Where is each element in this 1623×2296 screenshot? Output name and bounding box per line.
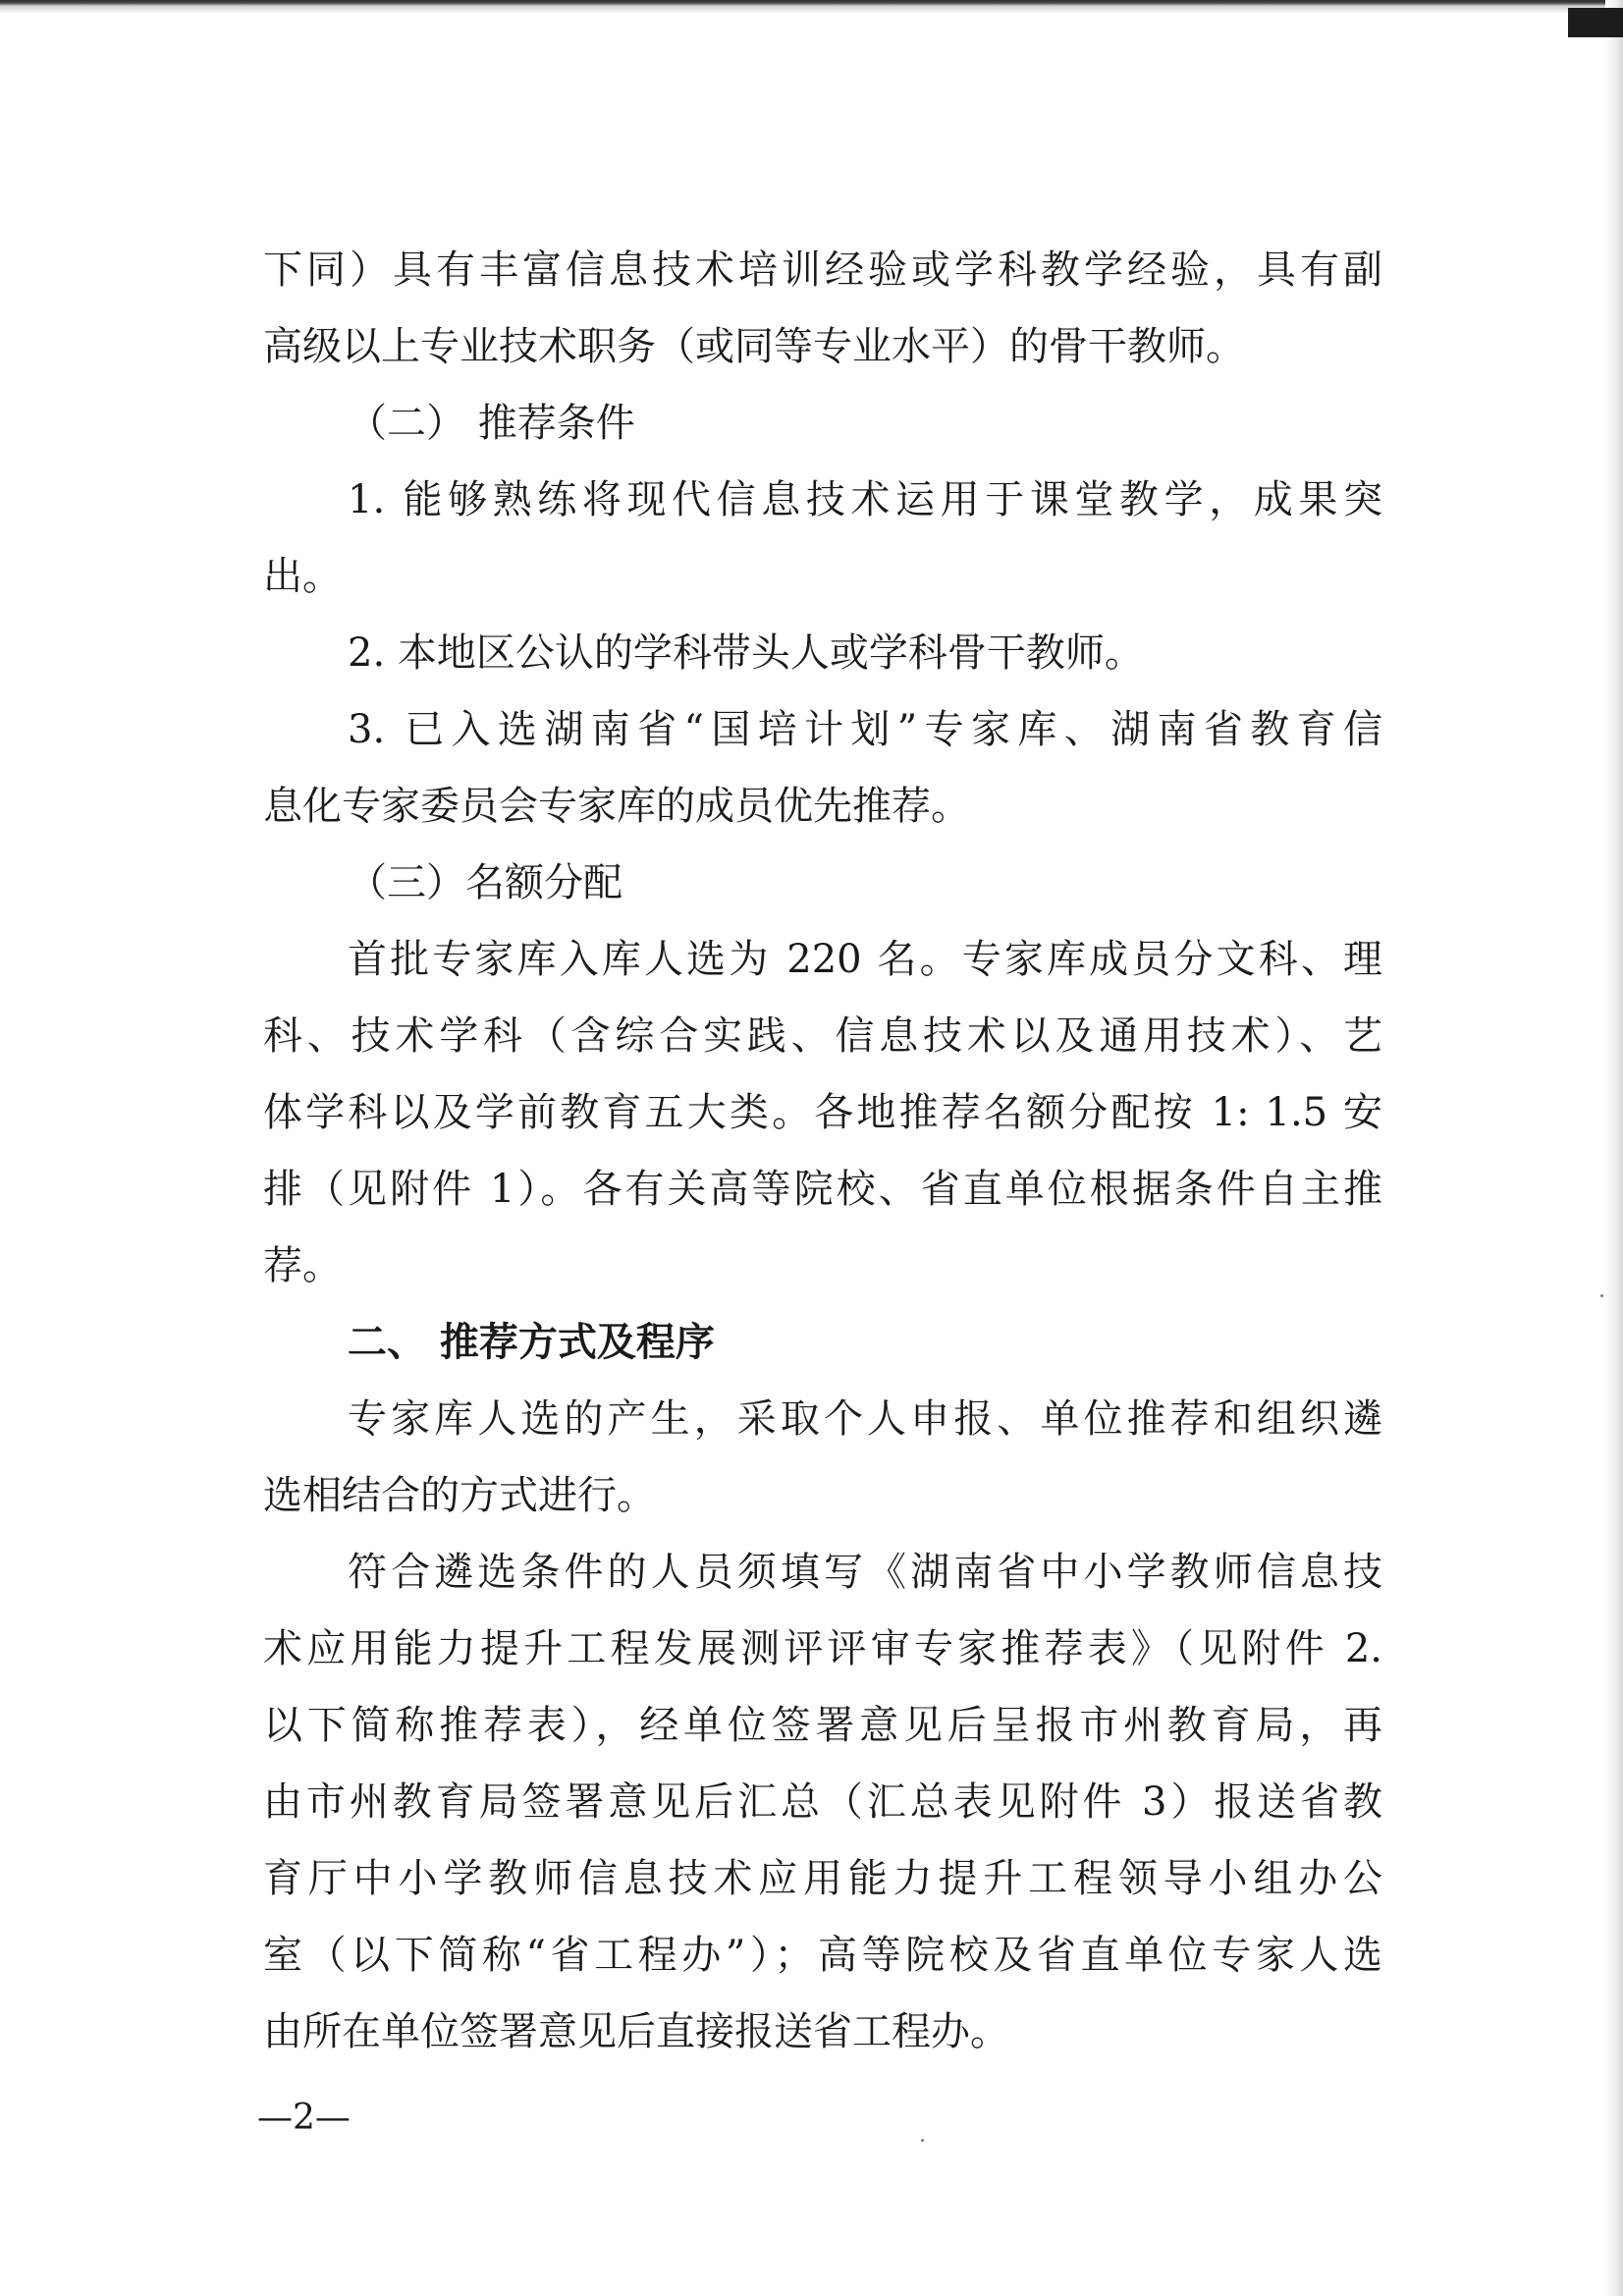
text-line: 2. 本地区公认的学科带头人或学科骨干教师。: [348, 630, 1144, 676]
text-line: 室（以下简称“省工程办”）；高等院校及省直单位专家人选: [263, 1933, 1382, 1978]
text-line: （二） 推荐条件: [348, 401, 635, 446]
text-line: 荐。: [263, 1243, 342, 1288]
text-line: 高级以上专业技术职务（或同等专业水平）的骨干教师。: [263, 324, 1245, 369]
text-line: 专家库人选的产生，采取个人申报、单位推荐和组织遴: [348, 1396, 1382, 1442]
text-line: 首批专家库入库人选为 220 名。专家库成员分文科、理: [348, 937, 1382, 982]
page-number: —2—: [257, 2098, 351, 2138]
text-line: 出。: [263, 554, 342, 599]
scan-right-edge: [1605, 0, 1623, 2296]
text-line: 以下简称推荐表），经单位签署意见后呈报市州教育局，再: [263, 1703, 1382, 1748]
text-line: （三）名额分配: [348, 860, 622, 905]
scan-speck: [1600, 1294, 1603, 1297]
text-line: 选相结合的方式进行。: [263, 1473, 656, 1518]
section-heading-line: 二、 推荐方式及程序: [348, 1320, 715, 1365]
text-line: 科、技术学科（含综合实践、信息技术以及通用技术）、艺: [263, 1013, 1382, 1059]
text-line: 排（见附件 1）。各有关高等院校、省直单位根据条件自主推: [263, 1167, 1382, 1212]
document-body: [263, 232, 1382, 2070]
text-line: 术应用能力提升工程发展测评评审专家推荐表》（见附件 2.: [263, 1626, 1382, 1671]
text-line: 体学科以及学前教育五大类。各地推荐名额分配按 1: 1.5 安: [263, 1090, 1382, 1135]
text-line: 育厅中小学教师信息技术应用能力提升工程领导小组办公: [263, 1856, 1382, 1901]
scan-top-edge: [0, 0, 1623, 14]
text-line: 由所在单位签署意见后直接报送省工程办。: [263, 2009, 1009, 2054]
text-line: 由市州教育局签署意见后汇总（汇总表见附件 3）报送省教: [263, 1779, 1382, 1825]
scan-registration-mark: [1568, 8, 1623, 37]
text-line: 息化专家委员会专家库的成员优先推荐。: [263, 784, 970, 829]
text-line: 符合遴选条件的人员须填写《湖南省中小学教师信息技: [348, 1550, 1382, 1595]
text-line: 下同）具有丰富信息技术培训经验或学科教学经验，具有副: [263, 247, 1382, 293]
text-line: 1. 能够熟练将现代信息技术运用于课堂教学，成果突: [348, 477, 1382, 522]
scan-speck: [921, 2139, 924, 2142]
text-line: 3. 已入选湖南省“国培计划”专家库、湖南省教育信: [348, 707, 1382, 752]
